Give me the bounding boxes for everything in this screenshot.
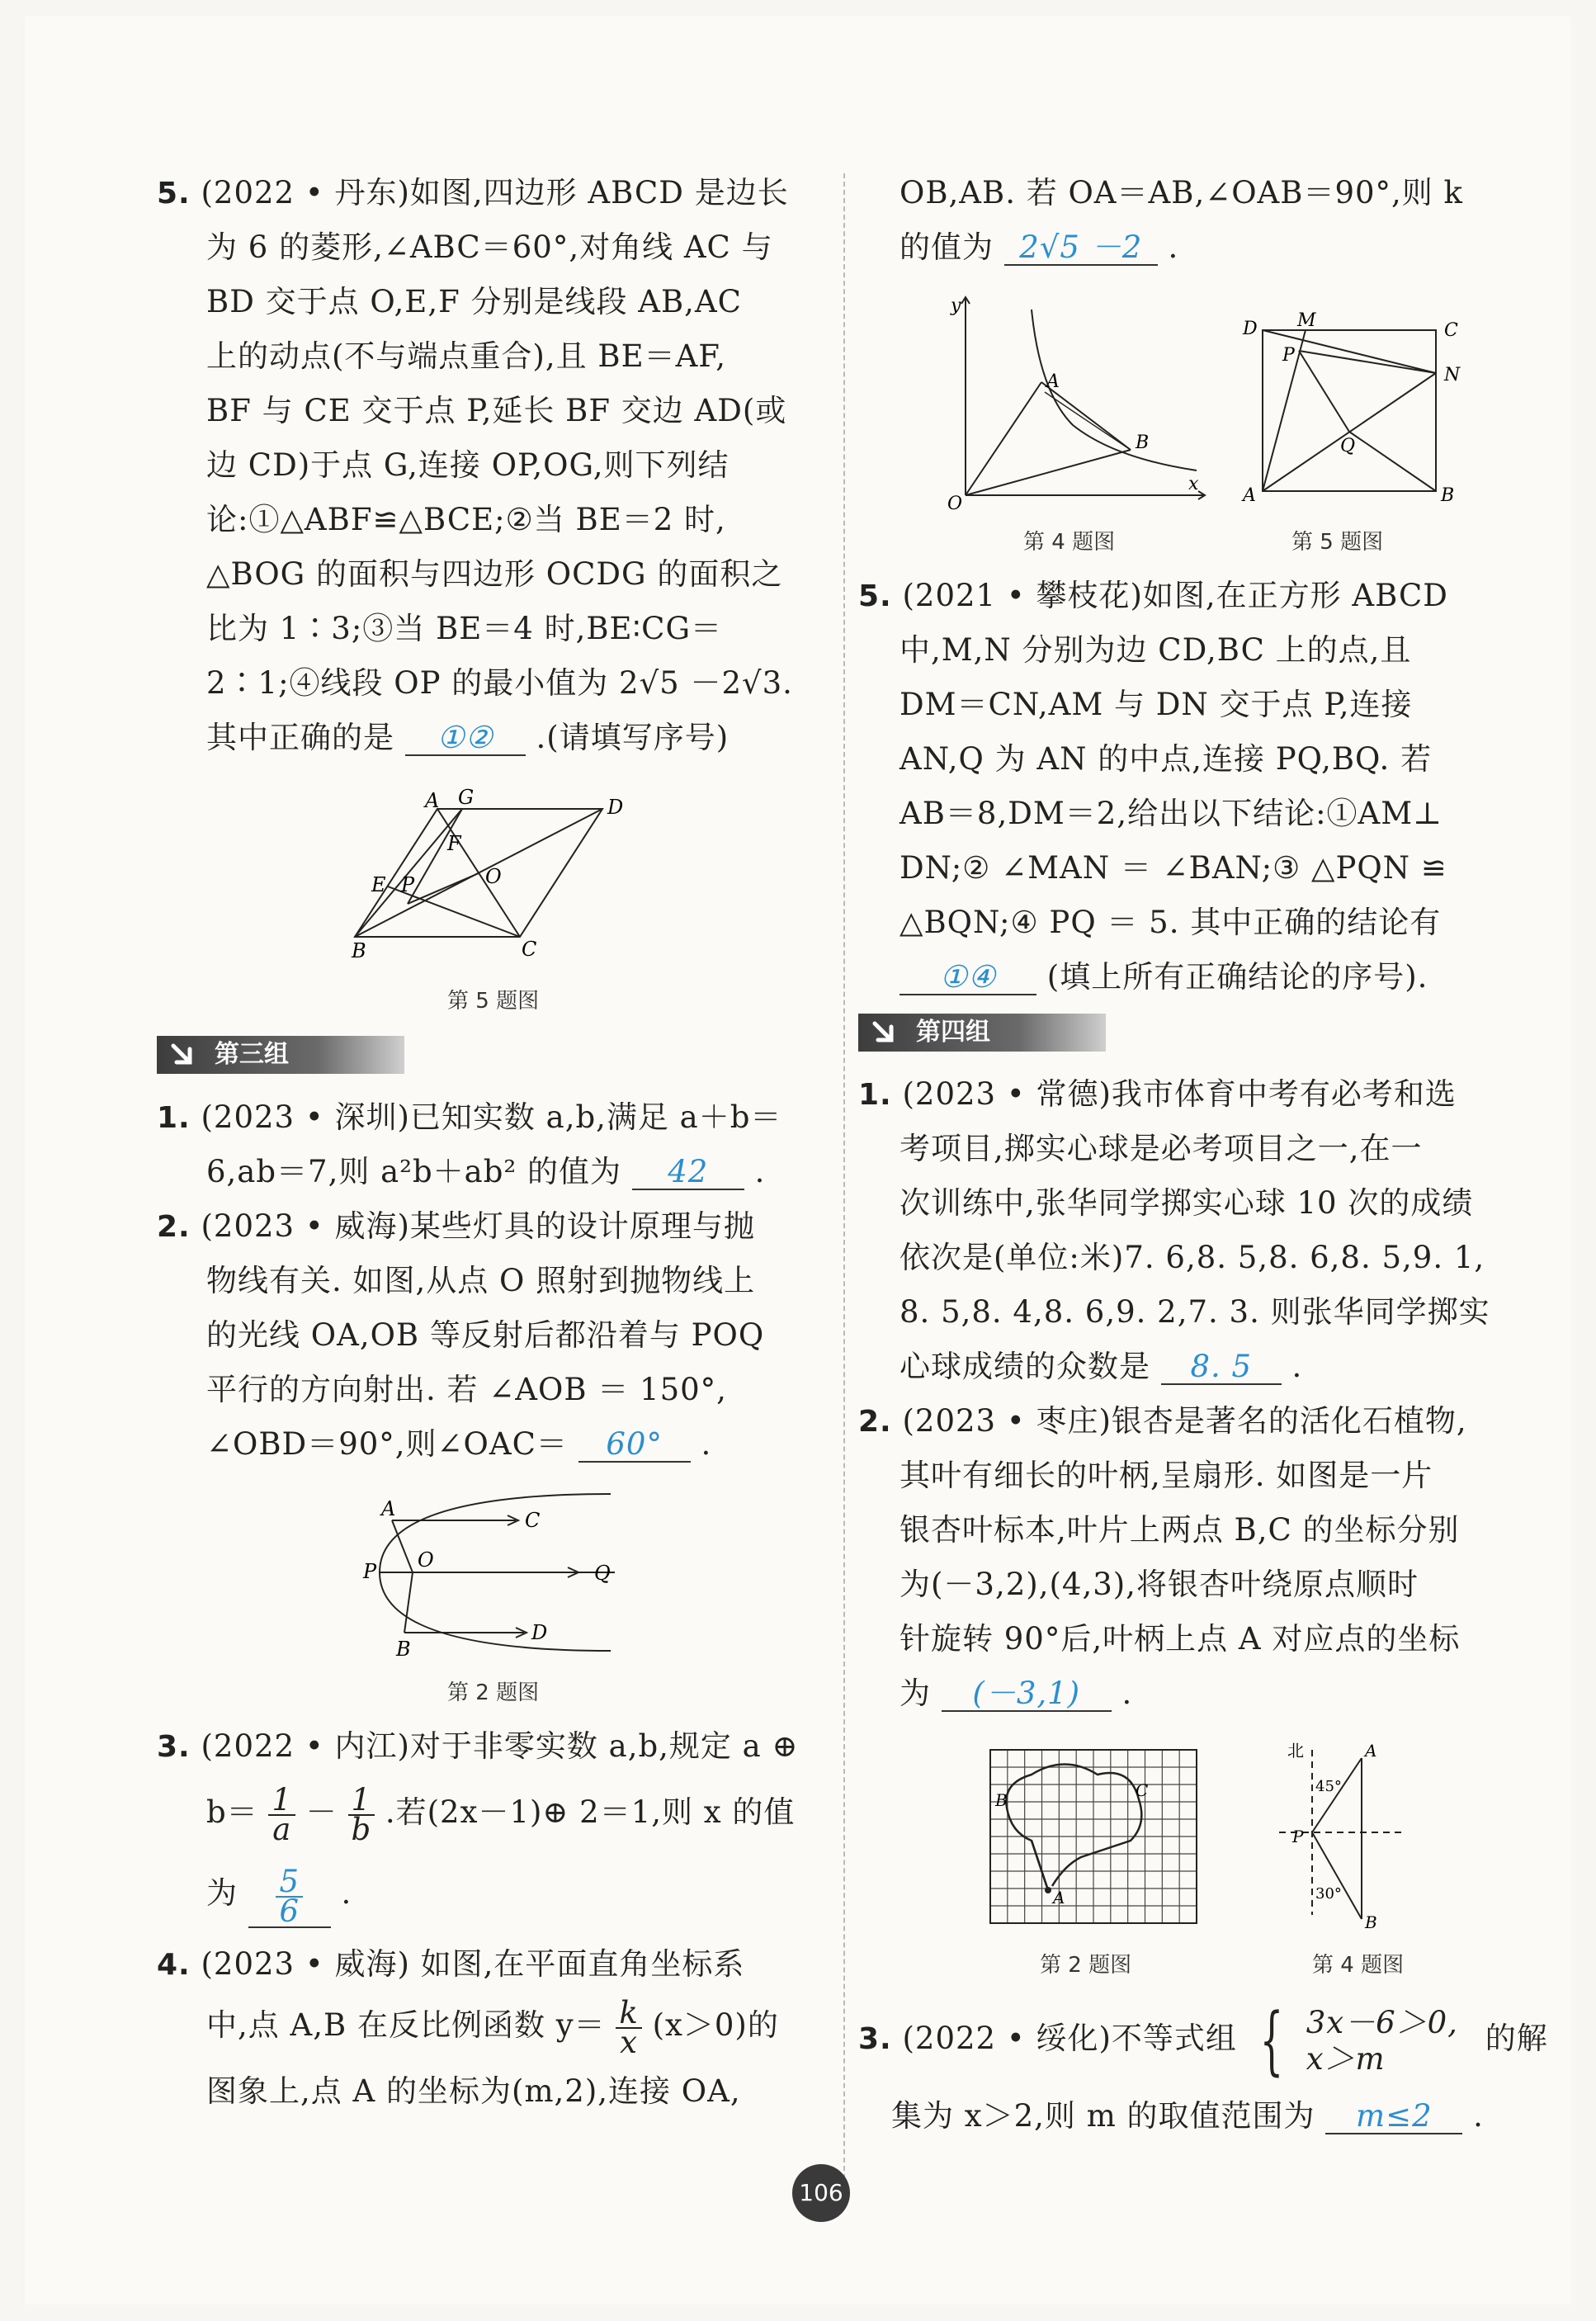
label-F: F	[447, 832, 461, 855]
q5-line-2: 中,M,N 分别为边 CD,BC 上的点,且	[900, 632, 1412, 668]
g3-q2-line-2: 物线有关. 如图,从点 O 照射到抛物线上	[206, 1263, 756, 1298]
g4-q2-line-5: 针旋转 90°后,叶柄上点 A 对应点的坐标	[900, 1621, 1461, 1657]
label-D: D	[607, 796, 624, 819]
question-text: .	[754, 1154, 766, 1189]
g4-q4-figure-caption: 第 4 题图	[1312, 1953, 1405, 1978]
q5-square-figure	[1238, 310, 1477, 506]
left-brace: {	[1259, 1997, 1284, 2084]
question-text: .	[1473, 2098, 1484, 2134]
question-text: .	[701, 1426, 712, 1462]
question-text: .	[1168, 229, 1179, 265]
question-text: 6,ab＝7,则 a²b＋ab² 的值为	[206, 1154, 622, 1189]
q5-line-8	[900, 957, 1428, 997]
label-x-axis: x	[1188, 474, 1199, 494]
q5-line-10: 2∶1;④线段 OP 的最小值为 2√5 －2√3.	[206, 665, 793, 701]
q5-line-11	[206, 718, 729, 758]
label-P: P	[1292, 1827, 1304, 1846]
g4-q1-line-5: 8. 5,8. 4,8. 6,9. 2,7. 3. 则张华同学掷实	[900, 1294, 1490, 1330]
q5-line-6: 边 CD)于点 G,连接 OP,OG,则下列结	[206, 447, 730, 483]
question-text: (2023 • 威海)某些灯具的设计原理与抛	[201, 1208, 755, 1244]
label-E: E	[371, 873, 386, 896]
q5-line-7: 论:①△ABF≌△BCE;②当 BE＝2 时,	[206, 502, 726, 537]
label-A: A	[1053, 1888, 1065, 1907]
q5-line-6: DN;② ∠MAN ＝ ∠BAN;③ △PQN ≌	[900, 850, 1447, 886]
q5-line-5: BF 与 CE 交于点 P,延长 BF 交边 AD(或	[206, 393, 787, 428]
g3-q3-line-3	[206, 1862, 352, 1928]
label-C: C	[525, 1509, 541, 1532]
q5-line-4: 上的动点(不与端点重合),且 BE＝AF,	[206, 338, 726, 374]
column-divider	[843, 173, 845, 2187]
numerator: 5	[276, 1868, 303, 1898]
g4-q2-line-2: 其叶有细长的叶柄,呈扇形. 如图是一片	[900, 1458, 1433, 1493]
label-A: A	[1243, 485, 1256, 506]
g4-q2-answer-blank: (－3,1)	[942, 1677, 1112, 1712]
question-text: ∠OBD＝90°,则∠OAC＝	[206, 1426, 568, 1462]
question-text: (填上所有正确结论的序号).	[1046, 959, 1428, 995]
page-number: 106	[792, 2164, 850, 2222]
fraction-1-over-a	[268, 1781, 295, 1847]
label-P: P	[1282, 345, 1295, 366]
q4-answer-blank: 2√5 －2	[1004, 231, 1158, 266]
group-4-banner	[858, 1014, 1106, 1052]
q5-line-1	[858, 576, 1448, 617]
label-angle-45: 45°	[1315, 1778, 1342, 1795]
question-number: 1.	[157, 1101, 191, 1135]
ginkgo-grid-figure	[982, 1742, 1205, 1931]
question-text: 的值为	[900, 229, 994, 265]
question-text: 中,点 A,B 在反比例函数 y＝	[206, 2007, 606, 2043]
group-title: 第四组	[916, 1018, 990, 1047]
label-P: P	[401, 873, 415, 896]
g3-q1-line-2	[206, 1152, 765, 1192]
label-C: C	[1444, 320, 1458, 341]
question-text: .	[1121, 1676, 1133, 1711]
g4-q2-line-6	[900, 1674, 1132, 1714]
label-O: O	[947, 494, 963, 514]
q5-answer-blank: ①②	[405, 721, 526, 756]
label-C: C	[522, 938, 537, 961]
question-number: 5.	[858, 579, 892, 613]
question-number: 2.	[858, 1405, 892, 1439]
q5-line-2: 为 6 的菱形,∠ABC＝60°,对角线 AC 与	[206, 229, 773, 265]
q5-line-5: AB＝8,DM＝2,给出以下结论:①AM⊥	[900, 796, 1443, 831]
q5-line-7: △BQN;④ PQ ＝ 5. 其中正确的结论有	[900, 905, 1442, 940]
bearing-figure	[1279, 1733, 1419, 1931]
denominator: x	[620, 2024, 639, 2060]
q5-line-3: DM＝CN,AM 与 DN 交于点 P,连接	[900, 687, 1413, 722]
q5-figure-caption: 第 5 题图	[1291, 530, 1384, 555]
label-B: B	[995, 1790, 1008, 1810]
question-text: b＝	[206, 1794, 258, 1830]
q4-cont-line-1: OB,AB. 若 OA＝AB,∠OAB＝90°,则 k	[900, 175, 1463, 210]
denominator: 6	[279, 1893, 300, 1929]
g3-q4-line-2	[206, 1994, 779, 2060]
q5-line-4: AN,Q 为 AN 的中点,连接 PQ,BQ. 若	[900, 741, 1433, 777]
question-text: .若(2x－1)⊕ 2＝1,则 x 的值	[385, 1794, 796, 1830]
grid-lines	[990, 1750, 1197, 1923]
inequality-2: x＞m	[1306, 2040, 1386, 2077]
q5-line-8: △BOG 的面积与四边形 OCDG 的面积之	[206, 556, 783, 592]
label-y-axis: y	[951, 295, 961, 316]
label-P: P	[363, 1560, 377, 1583]
g4-q1-line-2: 考项目,掷实心球是必考项目之一,在一	[900, 1131, 1423, 1166]
question-text: (2022 • 内江)对于非零实数 a,b,规定 a ⊕	[201, 1728, 799, 1764]
g4-q3-answer-blank: m≤2	[1325, 2100, 1462, 2134]
question-text: 为	[900, 1676, 931, 1711]
label-B: B	[1136, 433, 1150, 453]
label-A: A	[1365, 1741, 1377, 1761]
g4-q3-line-1	[858, 1997, 1548, 2084]
g3-q3-answer-blank	[248, 1864, 331, 1928]
answer-fraction	[276, 1864, 303, 1929]
q4-cont-line-2	[900, 228, 1178, 267]
group-3-banner	[157, 1036, 404, 1074]
question-text: (2023 • 深圳)已知实数 a,b,满足 a＋b＝	[201, 1099, 782, 1135]
group-title: 第三组	[215, 1040, 289, 1069]
q2-parabola-figure	[363, 1486, 627, 1667]
fraction-k-over-x	[616, 1994, 641, 2060]
label-A: A	[1046, 371, 1060, 392]
label-D: D	[1243, 319, 1258, 339]
question-text: 心球成绩的众数是	[900, 1349, 1150, 1384]
numerator: k	[616, 1999, 641, 2029]
g3-q2-line-4: 平行的方向射出. 若 ∠AOB ＝ 150°,	[206, 1372, 727, 1407]
inequality-1: 3x－6＞0,	[1306, 2004, 1458, 2040]
g4-q1-line-1	[858, 1075, 1457, 1115]
g4-q1-line-6	[900, 1347, 1302, 1387]
label-Q: Q	[594, 1562, 611, 1585]
q5-answer-blank: ①④	[900, 961, 1036, 995]
g3-q1-answer-blank: 42	[632, 1156, 744, 1190]
label-A: A	[425, 789, 440, 812]
label-M: M	[1297, 310, 1316, 331]
minus-sign: －	[305, 1794, 338, 1830]
question-number: 3.	[157, 1730, 191, 1764]
g3-q2-line-3: 的光线 OA,OB 等反射后都沿着与 POQ	[206, 1317, 765, 1353]
question-text: .	[1291, 1349, 1303, 1384]
g4-q2-figure-caption: 第 2 题图	[1040, 1953, 1132, 1978]
label-A: A	[381, 1497, 396, 1520]
question-text: (2023 • 威海) 如图,在平面直角坐标系	[201, 1946, 745, 1982]
q4-inverse-function-figure	[941, 293, 1213, 512]
label-B: B	[352, 939, 366, 962]
question-number: 5.	[157, 177, 191, 210]
g4-q2-line-4: 为(－3,2),(4,3),将银杏叶绕原点顺时	[900, 1567, 1419, 1602]
g4-q1-answer-blank: 8. 5	[1161, 1350, 1282, 1385]
label-B: B	[1365, 1912, 1377, 1932]
label-Q: Q	[1340, 436, 1356, 456]
question-text: (2022 • 绥化)不等式组	[902, 2021, 1237, 2056]
q4-figure-caption: 第 4 题图	[1023, 530, 1116, 555]
question-text: (x＞0)的	[652, 2007, 779, 2043]
question-text: (2023 • 常德)我市体育中考有必考和选	[902, 1076, 1457, 1112]
q2-figure-caption: 第 2 题图	[447, 1680, 540, 1705]
g3-q2-line-5	[206, 1425, 711, 1464]
q5-line-3: BD 交于点 O,E,F 分别是线段 AB,AC	[206, 284, 742, 319]
inequality-system	[1306, 2005, 1458, 2078]
question-text: .	[341, 1875, 352, 1911]
label-B: B	[1441, 485, 1455, 506]
question-number: 2.	[157, 1210, 191, 1244]
denominator: a	[272, 1811, 292, 1847]
g4-q2-line-3: 银杏叶标本,叶片上两点 B,C 的坐标分别	[900, 1512, 1460, 1548]
question-text: 其中正确的是	[206, 720, 394, 755]
label-O: O	[485, 865, 502, 888]
q5-line-1	[157, 173, 789, 214]
question-text: (2021 • 攀枝花)如图,在正方形 ABCD	[902, 578, 1448, 613]
question-text: 集为 x＞2,则 m 的取值范围为	[891, 2098, 1315, 2134]
g3-q2-answer-blank: 60°	[578, 1428, 691, 1463]
label-N: N	[1444, 365, 1461, 385]
q5-figure-caption: 第 5 题图	[447, 989, 540, 1014]
question-text: (2022 • 丹东)如图,四边形 ABCD 是边长	[201, 175, 789, 210]
question-text: .(请填写序号)	[536, 720, 730, 755]
g4-q1-line-3: 次训练中,张华同学掷实心球 10 次的成绩	[900, 1185, 1474, 1221]
g3-q1-line-1	[157, 1098, 781, 1138]
g4-q3-line-2	[891, 2096, 1484, 2136]
g3-q2-line-1	[157, 1207, 755, 1247]
label-B: B	[396, 1638, 411, 1661]
g4-q1-line-4: 依次是(单位:米)7. 6,8. 5,8. 6,8. 5,9. 1,	[900, 1240, 1485, 1275]
fraction-1-over-b	[348, 1781, 375, 1847]
g4-q2-line-1	[858, 1402, 1467, 1442]
q5-line-9: 比为 1∶3;③当 BE＝4 时,BE∶CG＝	[206, 611, 723, 646]
label-D: D	[531, 1621, 548, 1644]
q5-rhombus-figure	[352, 784, 635, 966]
arrow-down-right-icon	[870, 1019, 898, 1047]
denominator: b	[351, 1811, 372, 1847]
question-text: 的解	[1485, 2021, 1548, 2056]
question-text: (2023 • 枣庄)银杏是著名的活化石植物,	[902, 1403, 1467, 1439]
label-G: G	[458, 786, 475, 809]
question-number: 4.	[157, 1948, 191, 1982]
label-C: C	[1136, 1780, 1149, 1800]
question-number: 3.	[858, 2022, 892, 2056]
question-number: 1.	[858, 1078, 892, 1112]
numerator: 1	[268, 1786, 295, 1816]
arrow-down-right-icon	[168, 1041, 196, 1069]
g3-q3-line-2	[206, 1781, 796, 1847]
numerator: 1	[348, 1786, 375, 1816]
label-O: O	[418, 1548, 434, 1572]
g3-q4-line-3: 图象上,点 A 的坐标为(m,2),连接 OA,	[206, 2073, 741, 2109]
label-north: 北	[1287, 1741, 1304, 1761]
label-angle-30: 30°	[1315, 1885, 1342, 1903]
g3-q3-line-1	[157, 1727, 799, 1767]
g3-q4-line-1	[157, 1945, 744, 1985]
question-text: 为	[206, 1875, 238, 1911]
